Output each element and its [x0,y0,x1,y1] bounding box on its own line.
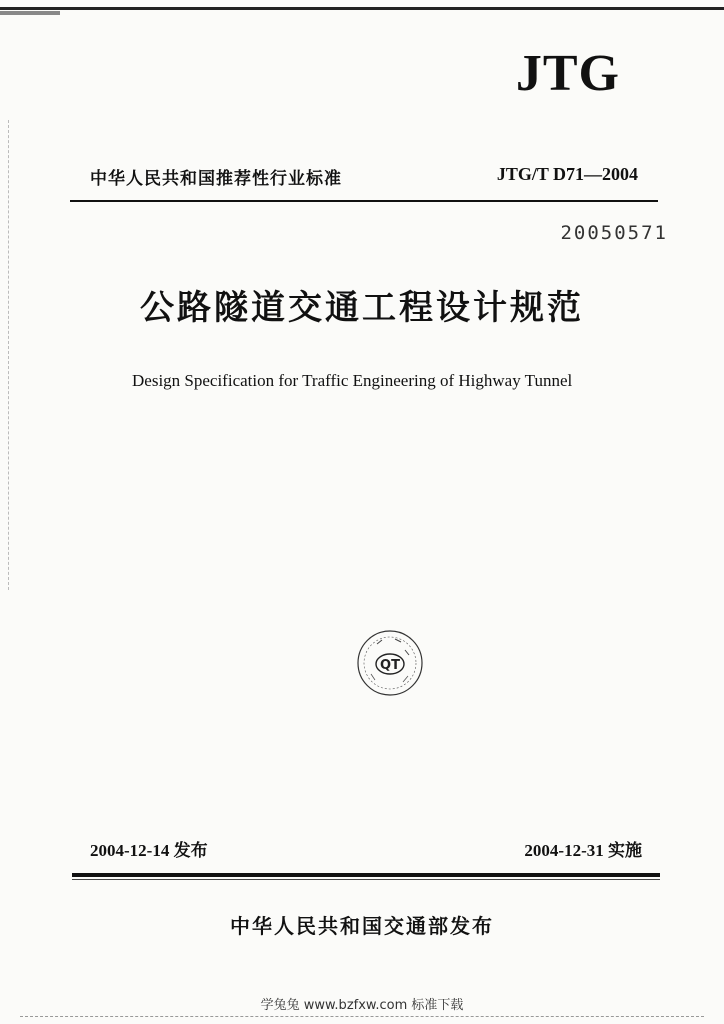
standard-type-label: 中华人民共和国推荐性行业标准 [90,169,342,189]
footer-dashed-line [20,1016,704,1018]
document-title-english: Design Specification for Traffic Engineering of Highway Tunnel [132,371,573,390]
footer-divider-thick [72,873,660,877]
issue-date: 2004-12-14 发布 [90,841,208,860]
top-border-shadow [0,11,60,15]
publisher-name: 中华人民共和国交通部发布 [230,914,494,938]
jtg-logo: JTG [515,45,620,102]
left-scan-edge [8,120,10,590]
seal-center-text: QT [380,658,400,673]
download-watermark: 学兔兔 www.bzfxw.com 标准下载 [260,998,464,1013]
footer-divider-thin [72,879,660,880]
top-border-rule [0,7,724,10]
archive-number-stamp: 20050571 [560,222,668,244]
document-title-chinese: 公路隧道交通工程设计规范 [140,288,584,328]
quality-seal-icon [355,628,425,698]
header-divider [70,200,658,202]
standard-code: JTG/T D71—2004 [496,164,638,184]
effective-date: 2004-12-31 实施 [524,841,642,860]
